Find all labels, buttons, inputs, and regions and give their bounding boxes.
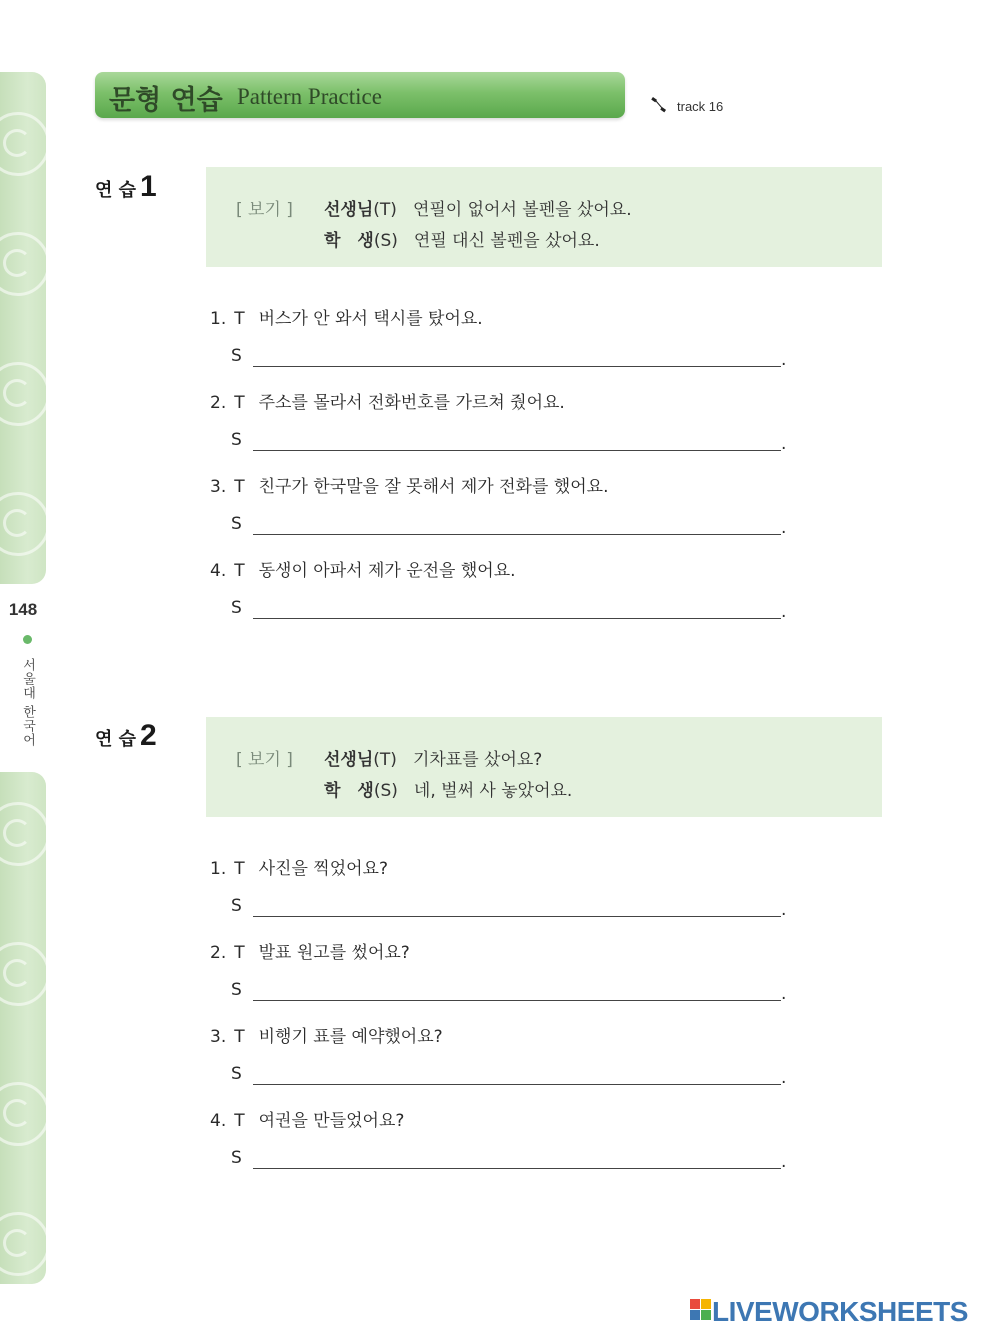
question-2-1 — [210, 854, 388, 879]
page-dot-icon — [23, 635, 32, 644]
exercise-2-label — [95, 719, 157, 753]
answer-field-1-2[interactable] — [231, 430, 791, 454]
question-number: 4. — [210, 1111, 227, 1131]
liveworksheets-logo-text: LIVEWORKSHEETS — [712, 1296, 968, 1327]
liveworksheets-logo-icon — [690, 1299, 712, 1321]
student-marker: S — [231, 598, 242, 618]
answer-field-2-3[interactable] — [231, 1064, 791, 1088]
teacher-marker: T — [234, 1111, 245, 1131]
answer-blank[interactable] — [253, 618, 781, 619]
student-marker: S — [231, 430, 242, 450]
period: . — [781, 900, 787, 920]
answer-blank[interactable] — [253, 534, 781, 535]
exercise-number: 2 — [140, 719, 157, 752]
teacher-speaker: 선생님 — [324, 200, 374, 220]
answer-field-1-1[interactable] — [231, 346, 791, 370]
teacher-text: 기차표를 샀어요? — [412, 750, 543, 770]
question-text: 비행기 표를 예약했어요? — [258, 1027, 443, 1047]
example-box-1 — [206, 167, 882, 267]
cloud-swirl-icon — [0, 232, 46, 296]
question-text: 주소를 몰라서 전화번호를 가르쳐 줬어요. — [258, 393, 565, 413]
student-marker: S — [231, 514, 242, 534]
cloud-swirl-icon — [0, 802, 46, 866]
cloud-swirl-icon — [0, 1082, 46, 1146]
question-2-2 — [210, 938, 410, 963]
cloud-swirl-icon — [0, 362, 46, 426]
exercise-1-label — [95, 170, 157, 204]
question-1-4 — [210, 556, 516, 581]
example-teacher-line — [324, 195, 632, 220]
answer-blank[interactable] — [253, 366, 781, 367]
example-teacher-line — [324, 745, 542, 770]
student-marker: S — [231, 896, 242, 916]
track-label: track 16 — [677, 99, 724, 114]
example-tag: [ 보기 ] — [236, 750, 293, 770]
book-title-vertical: 서울대 한국어 — [20, 658, 35, 748]
example-student-line — [324, 226, 600, 251]
section-title-korean: 문형 연습 — [109, 85, 223, 116]
audio-track-icon — [650, 96, 670, 116]
period: . — [781, 602, 787, 622]
question-text: 발표 원고를 썼어요? — [258, 943, 410, 963]
question-text: 동생이 아파서 제가 운전을 했어요. — [258, 561, 516, 581]
exercise-number: 1 — [140, 170, 157, 203]
answer-blank[interactable] — [253, 1168, 781, 1169]
student-marker: S — [231, 1148, 242, 1168]
period: . — [781, 434, 787, 454]
answer-blank[interactable] — [253, 916, 781, 917]
cloud-swirl-icon — [0, 942, 46, 1006]
example-tag: [ 보기 ] — [236, 200, 293, 220]
question-1-2 — [210, 388, 565, 413]
question-2-3 — [210, 1022, 443, 1047]
question-number: 2. — [210, 393, 227, 413]
exercise-label-text: 연 습 — [95, 729, 137, 750]
cloud-swirl-icon — [0, 1212, 46, 1276]
period: . — [781, 350, 787, 370]
answer-field-2-2[interactable] — [231, 980, 791, 1004]
cloud-swirl-icon — [0, 112, 46, 176]
student-speaker: 학 생 — [324, 231, 374, 251]
side-decoration-top — [0, 72, 46, 584]
teacher-marker: T — [234, 477, 245, 497]
student-text: 연필 대신 볼펜을 샀어요. — [413, 231, 600, 251]
section-header — [95, 72, 625, 118]
student-role: (S) — [373, 231, 398, 251]
student-text: 네, 벌써 사 놓았어요. — [413, 781, 573, 801]
teacher-marker: T — [234, 393, 245, 413]
teacher-text: 연필이 없어서 볼펜을 샀어요. — [412, 200, 632, 220]
question-1-3 — [210, 472, 608, 497]
teacher-marker: T — [234, 561, 245, 581]
teacher-speaker: 선생님 — [324, 750, 374, 770]
teacher-marker: T — [234, 309, 245, 329]
answer-field-1-4[interactable] — [231, 598, 791, 622]
question-number: 3. — [210, 1027, 227, 1047]
period: . — [781, 1152, 787, 1172]
period: . — [781, 984, 787, 1004]
example-box-2 — [206, 717, 882, 817]
teacher-marker: T — [234, 1027, 245, 1047]
cloud-swirl-icon — [0, 492, 46, 556]
period: . — [781, 518, 787, 538]
student-speaker: 학 생 — [324, 781, 374, 801]
teacher-marker: T — [234, 859, 245, 879]
teacher-role: (T) — [373, 750, 397, 770]
liveworksheets-logo[interactable] — [690, 1296, 990, 1326]
answer-blank[interactable] — [253, 1000, 781, 1001]
answer-blank[interactable] — [253, 450, 781, 451]
question-text: 친구가 한국말을 잘 못해서 제가 전화를 했어요. — [258, 477, 609, 497]
student-role: (S) — [373, 781, 398, 801]
student-marker: S — [231, 980, 242, 1000]
question-number: 2. — [210, 943, 227, 963]
question-text: 버스가 안 와서 택시를 탔어요. — [258, 309, 483, 329]
answer-field-2-4[interactable] — [231, 1148, 791, 1172]
question-text: 여권을 만들었어요? — [258, 1111, 405, 1131]
question-number: 1. — [210, 309, 227, 329]
answer-blank[interactable] — [253, 1084, 781, 1085]
question-number: 4. — [210, 561, 227, 581]
exercise-label-text: 연 습 — [95, 180, 137, 201]
section-title-english: Pattern Practice — [237, 84, 382, 109]
page-number: 148 — [8, 600, 38, 619]
answer-field-2-1[interactable] — [231, 896, 791, 920]
question-1-1 — [210, 304, 483, 329]
student-marker: S — [231, 346, 242, 366]
question-number: 1. — [210, 859, 227, 879]
student-marker: S — [231, 1064, 242, 1084]
question-text: 사진을 찍었어요? — [258, 859, 389, 879]
answer-field-1-3[interactable] — [231, 514, 791, 538]
question-2-4 — [210, 1106, 404, 1131]
teacher-marker: T — [234, 943, 245, 963]
period: . — [781, 1068, 787, 1088]
side-decoration-bottom — [0, 772, 46, 1284]
teacher-role: (T) — [373, 200, 397, 220]
question-number: 3. — [210, 477, 227, 497]
example-student-line — [324, 776, 572, 801]
